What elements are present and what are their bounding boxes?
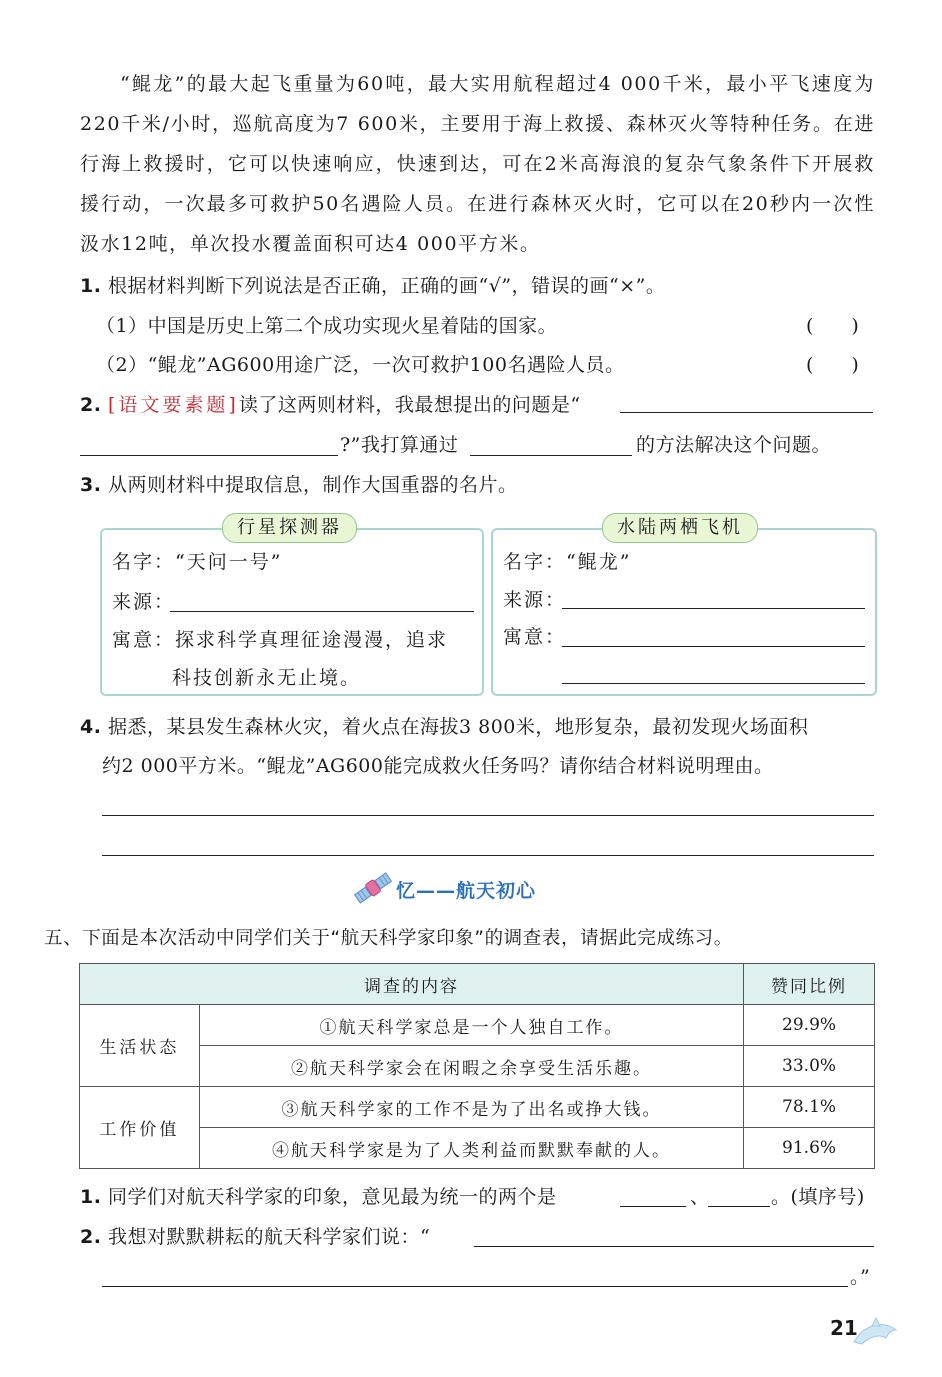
question-1: [80, 271, 665, 298]
answer-line[interactable]: [102, 855, 874, 856]
item-cell: ③航天科学家的工作不是为了出名或挣大钱。: [199, 1087, 743, 1128]
item-cell: ①航天科学家总是一个人独自工作。: [199, 1005, 743, 1046]
answer-blank[interactable]: [562, 646, 865, 647]
answer-paren-1[interactable]: ( ): [806, 315, 859, 337]
table-row: [80, 1128, 875, 1169]
separator: 、: [690, 1186, 710, 1208]
table-header-row: [80, 964, 875, 1005]
question-number: 1.: [80, 275, 102, 297]
question-text: 同学们对航天科学家的印象，意见最为统一的两个是: [108, 1186, 557, 1208]
question-number: 3.: [80, 474, 102, 496]
question-4: [80, 712, 808, 739]
question-text: 根据材料判断下列说法是否正确，正确的画“√”，错误的画“×”。: [108, 275, 666, 297]
page-number: 21: [830, 1316, 858, 1340]
question-text: 读了这两则材料，我最想提出的问题是“: [238, 394, 581, 416]
chinese-element-tag: [语文要素题]: [108, 394, 239, 416]
section-banner-title: 忆——航天初心: [396, 880, 537, 902]
ratio-cell: 29.9%: [744, 1005, 875, 1046]
table-row: [80, 1005, 875, 1046]
card-tag: 水陆两栖飞机: [602, 513, 758, 543]
satellite-icon: [352, 868, 394, 908]
question-number: 1.: [80, 1186, 102, 1208]
card-tag: 行星探测器: [222, 513, 357, 543]
item-cell: ②航天科学家会在闲暇之余享受生活乐趣。: [199, 1046, 743, 1087]
card-name: 名字：“鲲龙”: [503, 551, 632, 573]
answer-line[interactable]: [102, 815, 874, 816]
card-meaning-cont: 科技创新永无止境。: [172, 667, 362, 689]
ratio-cell: 91.6%: [744, 1128, 875, 1169]
section-5-heading: 五、下面是本次活动中同学们关于“航天科学家印象”的调查表，请据此完成练习。: [44, 928, 733, 949]
answer-blank[interactable]: [620, 1206, 686, 1207]
question-4-cont: 约2 000平方米。“鲲龙”AG600能完成救火任务吗？请你结合材料说明理由。: [102, 755, 774, 777]
answer-blank[interactable]: [80, 455, 338, 456]
question-2-tail: 的方法解决这个问题。: [636, 434, 832, 456]
header-ratio: 赞同比例: [744, 964, 875, 1005]
q1-item-2: （2）“鲲龙”AG600用途广泛，一次可救护100名遇险人员。: [96, 354, 625, 376]
ratio-cell: 78.1%: [744, 1087, 875, 1128]
question-number: 2.: [80, 1226, 102, 1248]
item-cell: ④航天科学家是为了人类利益而默默奉献的人。: [199, 1128, 743, 1169]
card-meaning-label: 寓意：: [503, 626, 567, 648]
ratio-cell: 33.0%: [744, 1046, 875, 1087]
category-cell: 生活状态: [80, 1005, 200, 1087]
question-number: 2.: [80, 394, 102, 416]
category-cell: 工作价值: [80, 1087, 200, 1169]
question-text: 从两则材料中提取信息，制作大国重器的名片。: [108, 474, 518, 496]
header-content: 调查的内容: [80, 964, 744, 1005]
card-name: 名字：“天问一号”: [112, 551, 283, 573]
answer-blank[interactable]: [562, 683, 865, 684]
answer-blank[interactable]: [562, 608, 865, 609]
card-source-label: 来源：: [112, 591, 176, 613]
table-row: [80, 1087, 875, 1128]
section-5-question-2: [80, 1222, 430, 1249]
answer-paren-2[interactable]: ( ): [806, 354, 859, 376]
question-tail: 。”: [850, 1266, 871, 1288]
answer-blank[interactable]: [708, 1206, 770, 1207]
answer-blank[interactable]: [620, 412, 873, 413]
question-3: [80, 470, 518, 497]
question-number: 4.: [80, 716, 102, 738]
dolphin-icon: [850, 1312, 902, 1352]
card-meaning: 寓意：探求科学真理征途漫漫，追求: [112, 629, 449, 651]
survey-table: [79, 963, 875, 1169]
answer-blank[interactable]: [474, 1246, 874, 1247]
answer-blank[interactable]: [470, 455, 632, 456]
question-text: 据悉，某县发生森林火灾，着火点在海拔3 800米，地形复杂，最初发现火场面积: [108, 716, 809, 738]
answer-blank[interactable]: [170, 611, 474, 612]
question-2-cont: ?”我打算通过: [340, 434, 459, 456]
material-paragraph: “鲲龙”的最大起飞重量为60吨，最大实用航程超过4 000千米，最小平飞速度为220千米/小时，巡航高度为7 600米，主要用于海上救援、森林灭火等特种任务。在进行海上救援时，它可以快速响应，快速到达，可在2米高海浪的复杂气象条件下开展救援行动，一次最多可救护50名遇险人员。在进行森林灭火时，它可以在20秒内一次性汲水12吨，单次投水覆盖面积可达4 000平方米。: [80, 73, 875, 255]
question-tail: 。(填序号): [771, 1186, 865, 1208]
section-5-question-1: [80, 1182, 557, 1209]
q1-item-1: （1）中国是历史上第二个成功实现火星着陆的国家。: [96, 315, 558, 337]
question-2: [80, 390, 581, 417]
card-source-label: 来源：: [503, 589, 567, 611]
table-row: [80, 1046, 875, 1087]
answer-blank[interactable]: [102, 1286, 848, 1287]
question-text: 我想对默默耕耘的航天科学家们说：“: [108, 1226, 431, 1248]
